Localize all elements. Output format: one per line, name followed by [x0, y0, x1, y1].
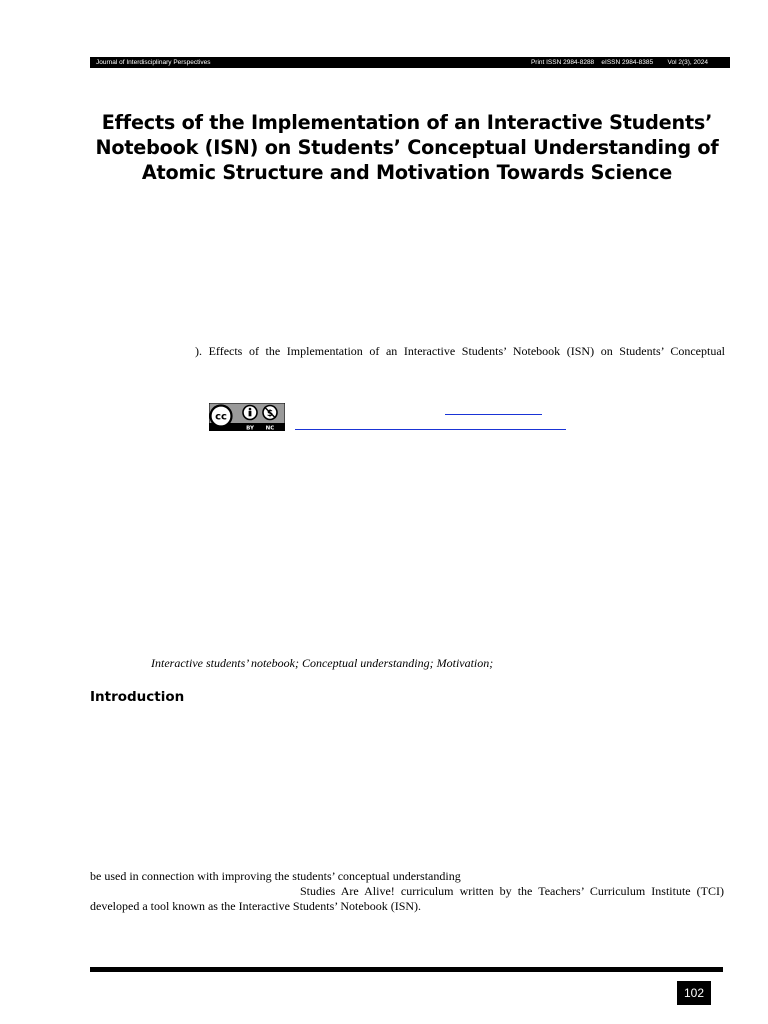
- keywords: Interactive students’ notebook; Conceptual understanding; Motivation;: [151, 656, 494, 670]
- footer-rule: [90, 967, 723, 972]
- body-text-line: developed a tool known as the Interactive Students’ Notebook (ISN).: [90, 899, 422, 913]
- page-number: 102: [677, 981, 711, 1005]
- running-header: [90, 57, 730, 68]
- citation-text: ). Effects of the Implementation of an Interactive Students’ Notebook (ISN) on Students’ Conceptual: [195, 344, 725, 358]
- cc-by-nc-license-icon[interactable]: [209, 403, 285, 431]
- section-heading-introduction: Introduction: [90, 689, 185, 705]
- title-line: Notebook (ISN) on Students’ Conceptual Understanding of: [95, 136, 719, 159]
- nc-label: NC: [265, 425, 275, 431]
- svg-text:$: $: [266, 409, 274, 419]
- title-line: Effects of the Implementation of an Interactive Students’: [101, 111, 713, 134]
- title-line: Atomic Structure and Motivation Towards Science: [141, 161, 673, 184]
- license-link-underline[interactable]: [295, 429, 566, 430]
- cc-text: cc: [215, 411, 227, 423]
- body-text-line: be used in connection with improving the students’ conceptual understanding: [90, 869, 461, 883]
- issn-volume-info: Print ISSN 2984-8288 eISSN 2984-8385 Vol 2(3), 2024: [530, 59, 708, 66]
- journal-name: Journal of Interdisciplinary Perspectives: [96, 59, 211, 66]
- body-text-line: Studies Are Alive! curriculum written by the Teachers’ Curriculum Institute (TCI): [300, 884, 724, 898]
- paper-title: [90, 110, 724, 185]
- doi-link-underline[interactable]: [445, 414, 542, 415]
- by-label: BY: [246, 425, 254, 431]
